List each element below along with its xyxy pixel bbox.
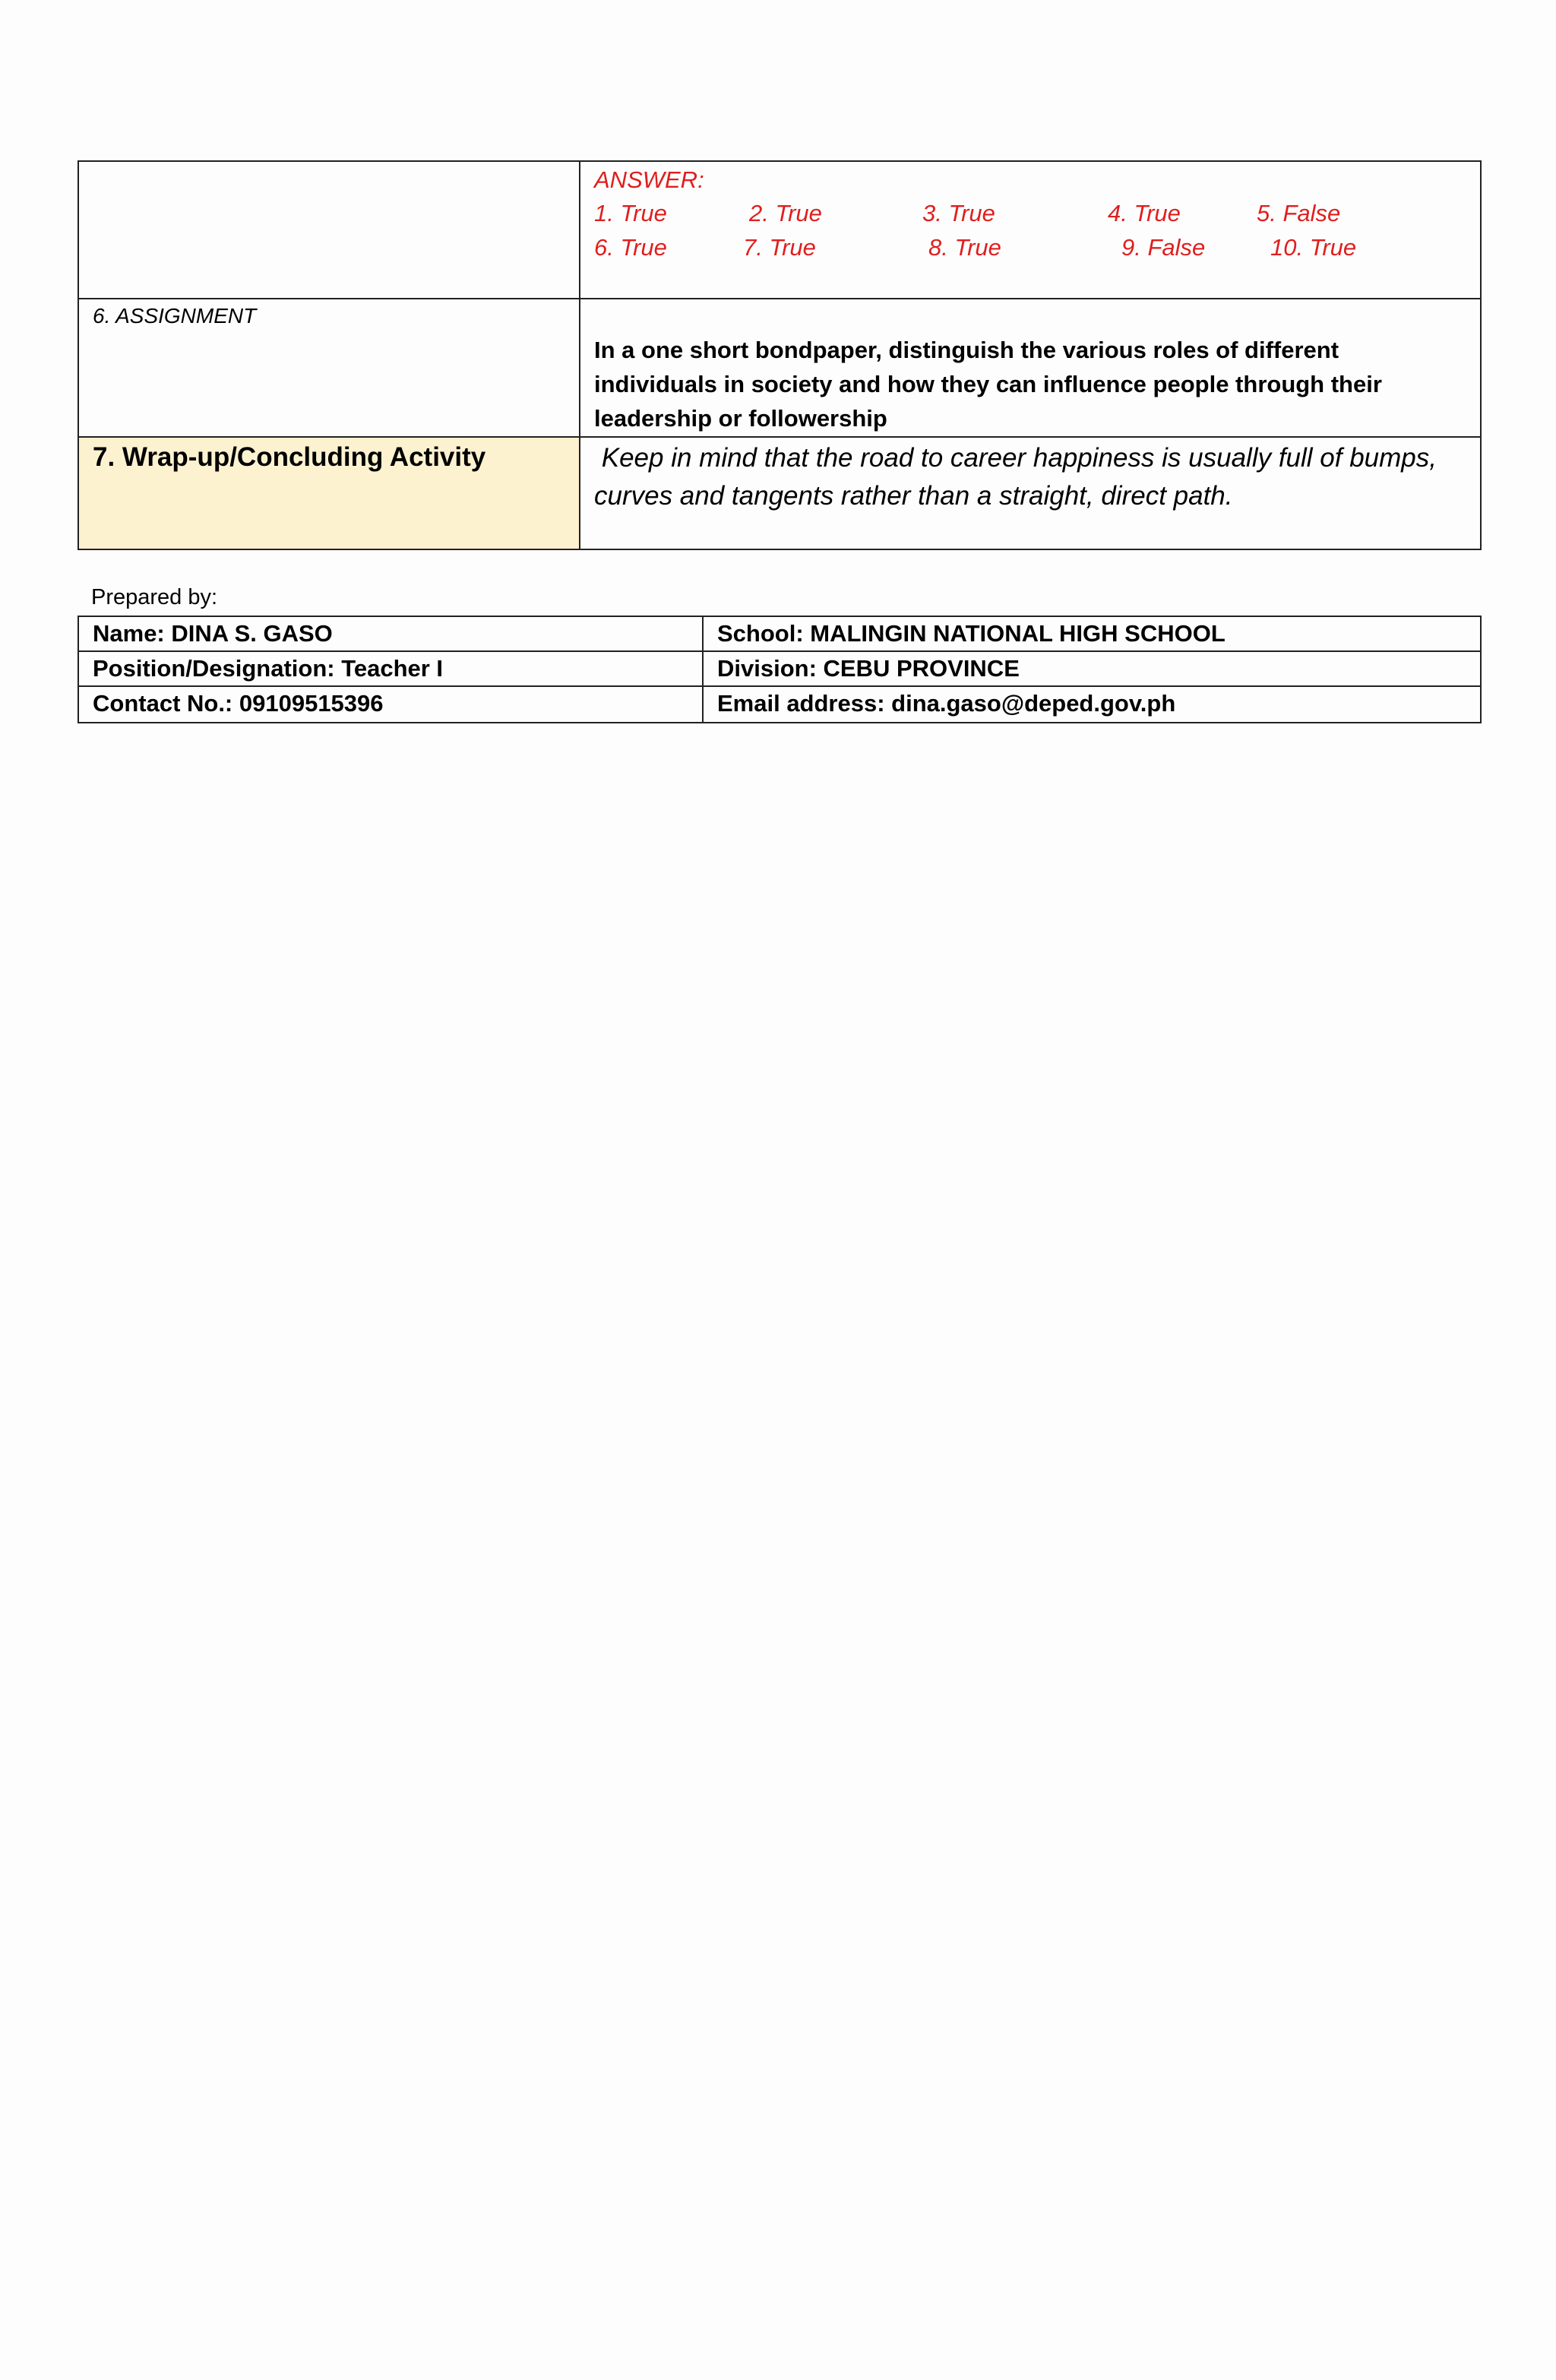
- answer-row-1: [594, 197, 1475, 230]
- assignment-label: 6. ASSIGNMENT: [93, 304, 257, 328]
- answer-item: 1. True: [594, 200, 667, 226]
- answer-item: 5. False: [1257, 200, 1341, 226]
- email-field: Email address: dina.gaso@deped.gov.ph: [702, 685, 1482, 723]
- prepared-by-label: Prepared by:: [91, 585, 218, 609]
- answer-item: 10. True: [1270, 234, 1357, 261]
- assignment-label-cell: [77, 298, 580, 438]
- assignment-text: In a one short bondpaper, distinguish the various roles of different individuals in society and how they can influence people through their leadership or followership: [594, 337, 1382, 432]
- answer-item: 7. True: [743, 234, 816, 261]
- wrap-up-label: 7. Wrap-up/Concluding Activity: [93, 442, 486, 472]
- wrap-up-text: Keep in mind that the road to career happiness is usually full of bumps, curves and tangents rather than a straight, direct path.: [594, 443, 1444, 511]
- position-field: Position/Designation: Teacher I: [77, 650, 704, 687]
- answer-row-empty-cell: [77, 160, 580, 299]
- name-field: Name: DINA S. GASO: [77, 616, 704, 652]
- answer-item: 2. True: [749, 200, 822, 226]
- assignment-content-cell: [579, 298, 1482, 438]
- wrap-up-content-cell: [579, 436, 1482, 550]
- school-field: School: MALINGIN NATIONAL HIGH SCHOOL: [702, 616, 1482, 652]
- wrap-up-label-cell: [77, 436, 580, 550]
- division-field: Division: CEBU PROVINCE: [702, 650, 1482, 687]
- answer-item: 4. True: [1108, 200, 1181, 226]
- answer-cell: [579, 160, 1482, 299]
- answer-row-2: [594, 231, 1475, 264]
- answer-item: 6. True: [594, 234, 667, 261]
- contact-field: Contact No.: 09109515396: [77, 685, 704, 723]
- answer-item: 8. True: [928, 234, 1001, 261]
- answer-heading: ANSWER:: [594, 166, 704, 193]
- answer-item: 9. False: [1121, 234, 1206, 261]
- answer-item: 3. True: [922, 200, 995, 226]
